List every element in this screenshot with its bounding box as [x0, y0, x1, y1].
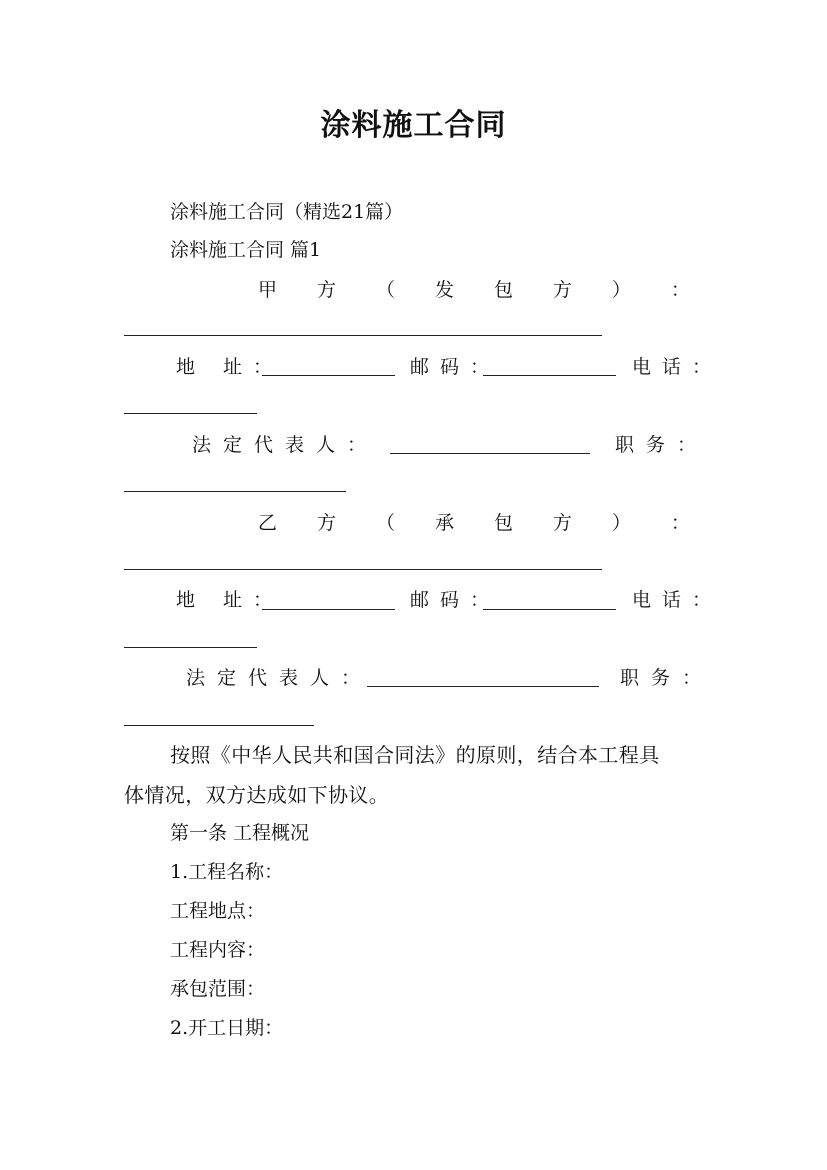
item-start-date: 2.开工日期：: [170, 1017, 284, 1039]
item-project-content: 工程内容：: [170, 939, 266, 961]
article-1-heading: 第一条 工程概况: [170, 822, 310, 844]
party-a-legal-rep-blank[interactable]: [390, 453, 590, 454]
party-a-heading-char: ）: [611, 279, 631, 301]
party-b-heading-char: ）: [611, 512, 631, 534]
document-title: 涂料施工合同: [320, 108, 507, 143]
party-a-phone-label: 电话：: [632, 356, 723, 378]
party-a-address-blank[interactable]: [262, 375, 395, 376]
subtitle: 涂料施工合同（精选21篇）: [170, 201, 404, 223]
party-a-postcode-label: 邮码：: [410, 356, 501, 378]
party-b-legal-rep-label: 法定代表人：: [186, 667, 373, 689]
party-b-heading-char: 方: [316, 512, 336, 534]
party-a-postcode-blank[interactable]: [483, 375, 616, 376]
party-b-heading: [258, 511, 690, 535]
party-a-legal-rep-label: 法定代表人：: [192, 434, 379, 456]
preamble-line-2: 体情况，双方达成如下协议。: [124, 783, 390, 807]
party-a-heading-char: 方: [316, 279, 336, 301]
party-b-heading-char: （: [375, 512, 395, 534]
party-b-heading-char: 包: [493, 512, 513, 534]
party-a-heading-char: ：: [670, 279, 690, 301]
party-b-heading-char: 承: [434, 512, 454, 534]
party-a-heading-char: 包: [493, 279, 513, 301]
party-b-phone-blank[interactable]: [124, 647, 257, 648]
party-b-legal-rep-blank[interactable]: [367, 686, 599, 687]
item-project-name: 1.工程名称：: [170, 861, 284, 883]
party-b-name-blank[interactable]: [124, 569, 602, 570]
party-a-position-blank[interactable]: [124, 491, 346, 492]
party-a-heading-char: （: [375, 279, 395, 301]
item-contract-scope: 承包范围：: [170, 978, 266, 1000]
party-b-phone-label: 电话：: [632, 589, 723, 611]
section-label: 涂料施工合同 篇1: [170, 239, 322, 261]
party-a-heading-char: 方: [552, 279, 572, 301]
party-b-heading-char: ：: [670, 512, 690, 534]
party-b-position-label: 职务：: [620, 667, 714, 689]
party-b-heading-char: 方: [552, 512, 572, 534]
party-b-address-label: 地 址：: [176, 589, 284, 611]
party-b-heading-char: 乙: [258, 512, 278, 534]
party-b-position-blank[interactable]: [124, 725, 314, 726]
party-a-address-label: 地 址：: [176, 356, 284, 378]
party-a-phone-blank[interactable]: [124, 413, 257, 414]
party-b-postcode-blank[interactable]: [483, 609, 616, 610]
party-a-heading: [258, 278, 690, 302]
party-a-name-blank[interactable]: [124, 335, 602, 336]
party-a-heading-char: 发: [434, 279, 454, 301]
preamble-line-1: 按照《中华人民共和国合同法》的原则，结合本工程具: [170, 743, 660, 767]
party-a-position-label: 职务：: [615, 434, 709, 456]
party-b-address-blank[interactable]: [262, 609, 395, 610]
party-a-heading-char: 甲: [258, 279, 278, 301]
party-b-postcode-label: 邮码：: [410, 589, 501, 611]
item-project-location: 工程地点：: [170, 900, 266, 922]
